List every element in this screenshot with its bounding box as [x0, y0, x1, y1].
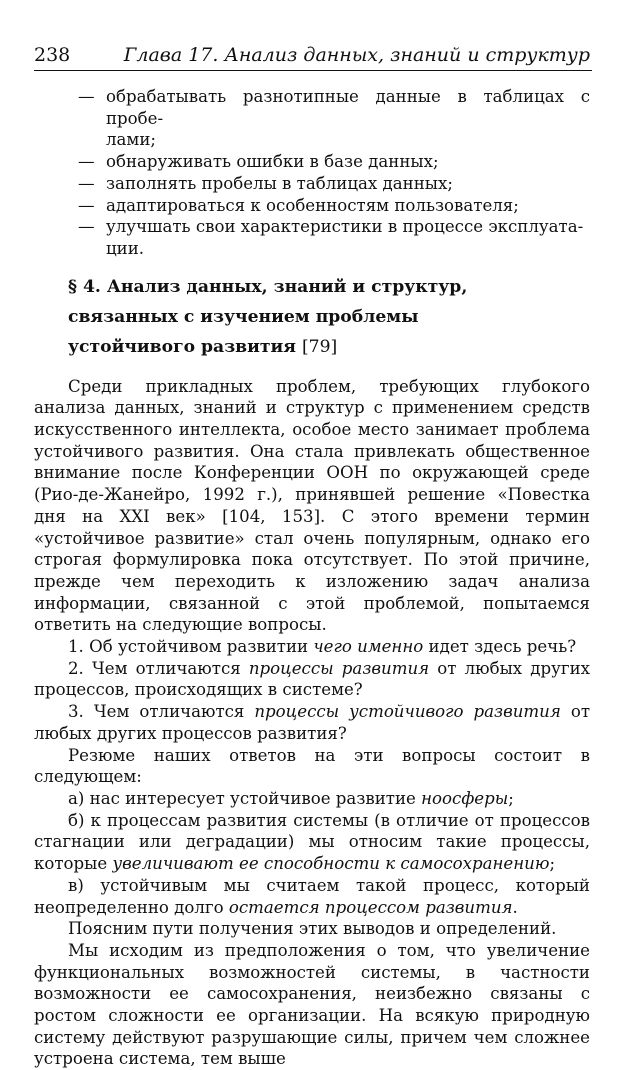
list-item: [34, 195, 590, 217]
question-text: от любых других процессов развития?: [34, 702, 590, 743]
question-2: [34, 658, 590, 701]
question-emphasis: чего именно: [313, 637, 424, 657]
list-item: [34, 216, 590, 259]
question-text: 2. Чем отличаются: [68, 658, 249, 678]
intro-paragraph: Среди прикладных проблем, требующих глубокого анализа данных, знаний и структур с применением средств искусственного интеллекта, особое место занимает проблема устойчивого развития. Она стала привлекать общественное внимание после Конференции ООН по окружающей среде (Рио-де-Жанейро, 1992 г.), принявшей решение «Повестка дня на XXI век» [104, 153]. С этого времени термин «устойчивое развитие» стал очень популярным, однако его строгая формулировка пока отсутствует. По этой причине, прежде чем переходить к изложению задач анализа информации, связанной с этой проблемой, попытаемся ответить на следующие вопросы.: [34, 376, 590, 635]
dash-marker: —: [78, 87, 95, 106]
header-rule: [34, 70, 592, 71]
question-text: 1. Об устойчивом развитии: [68, 637, 314, 657]
question-emphasis: процессы развития: [248, 658, 430, 678]
answer-emphasis: остается процессом развития: [228, 897, 513, 917]
question-1: [34, 636, 590, 658]
answer-emphasis: увеличивают ее способности к самосохранению: [112, 854, 550, 874]
summary-paragraph: Резюме наших ответов на эти вопросы состоит в следующем:: [34, 745, 590, 787]
section-heading-line: связанных с изучением проблемы: [68, 306, 419, 327]
answer-text: в) устойчивым мы считаем такой процесс, который неопределенно долго: [34, 875, 590, 917]
answer-c: [34, 875, 590, 918]
capabilities-list: [34, 86, 590, 260]
list-item: [34, 173, 590, 195]
answer-text: ;: [508, 788, 514, 808]
page-header: [34, 44, 590, 70]
answer-b: [34, 810, 590, 875]
question-text: от любых других процессов, происходящих в системе?: [34, 658, 590, 700]
dash-marker: —: [78, 173, 95, 193]
dash-marker: —: [78, 152, 95, 172]
list-item-text: улучшать свои характеристики в процессе эксплуата- ции.: [106, 217, 584, 258]
answer-a: [34, 788, 590, 810]
answer-text: а) нас интересует устойчивое развитие: [68, 788, 422, 808]
section-heading-text: устойчивого развития: [68, 336, 296, 357]
section-heading-line: [68, 332, 590, 362]
question-text: идет здесь речь?: [423, 637, 577, 657]
answer-text: ;: [549, 854, 556, 874]
citation-reference: [79]: [301, 336, 338, 357]
list-item: [34, 151, 590, 173]
running-title: Глава 17. Анализ данных, знаний и структур: [123, 44, 590, 66]
final-paragraph: Мы исходим из предположения о том, что увеличение функциональных возможностей системы, в частности возможности ее самосохранения, неизбежно связаны с ростом сложности ее организации. На всякую природную систему действуют разрушающие силы, причем чем сложнее устроена система, тем выше: [34, 940, 590, 1069]
answer-emphasis: ноосферы: [421, 788, 509, 808]
question-emphasis: процессы устойчивого развития: [254, 702, 561, 722]
list-item-text: обрабатывать разнотипные данные в таблицах с пробе- лами;: [106, 87, 590, 150]
section-heading-line: § 4. Анализ данных, знаний и структур,: [68, 276, 468, 297]
list-item-text: обнаруживать ошибки в базе данных;: [106, 152, 439, 172]
answer-text: .: [512, 897, 518, 917]
question-3: [34, 701, 590, 744]
explain-paragraph: Поясним пути получения этих выводов и определений.: [68, 919, 557, 939]
dash-marker: —: [78, 217, 95, 237]
page-body: [34, 86, 590, 1070]
dash-marker: —: [78, 195, 95, 215]
list-item-text: заполнять пробелы в таблицах данных;: [106, 173, 453, 193]
question-text: 3. Чем отличаются: [68, 702, 255, 722]
list-item: [34, 86, 590, 151]
section-heading: [68, 272, 590, 362]
answer-text: б) к процессам развития системы (в отличие от процессов стагнации или деградации) мы относим такие процессы, которые: [34, 810, 590, 874]
page-number: 238: [34, 44, 71, 66]
list-item-text: адаптироваться к особенностям пользователя;: [106, 195, 519, 215]
